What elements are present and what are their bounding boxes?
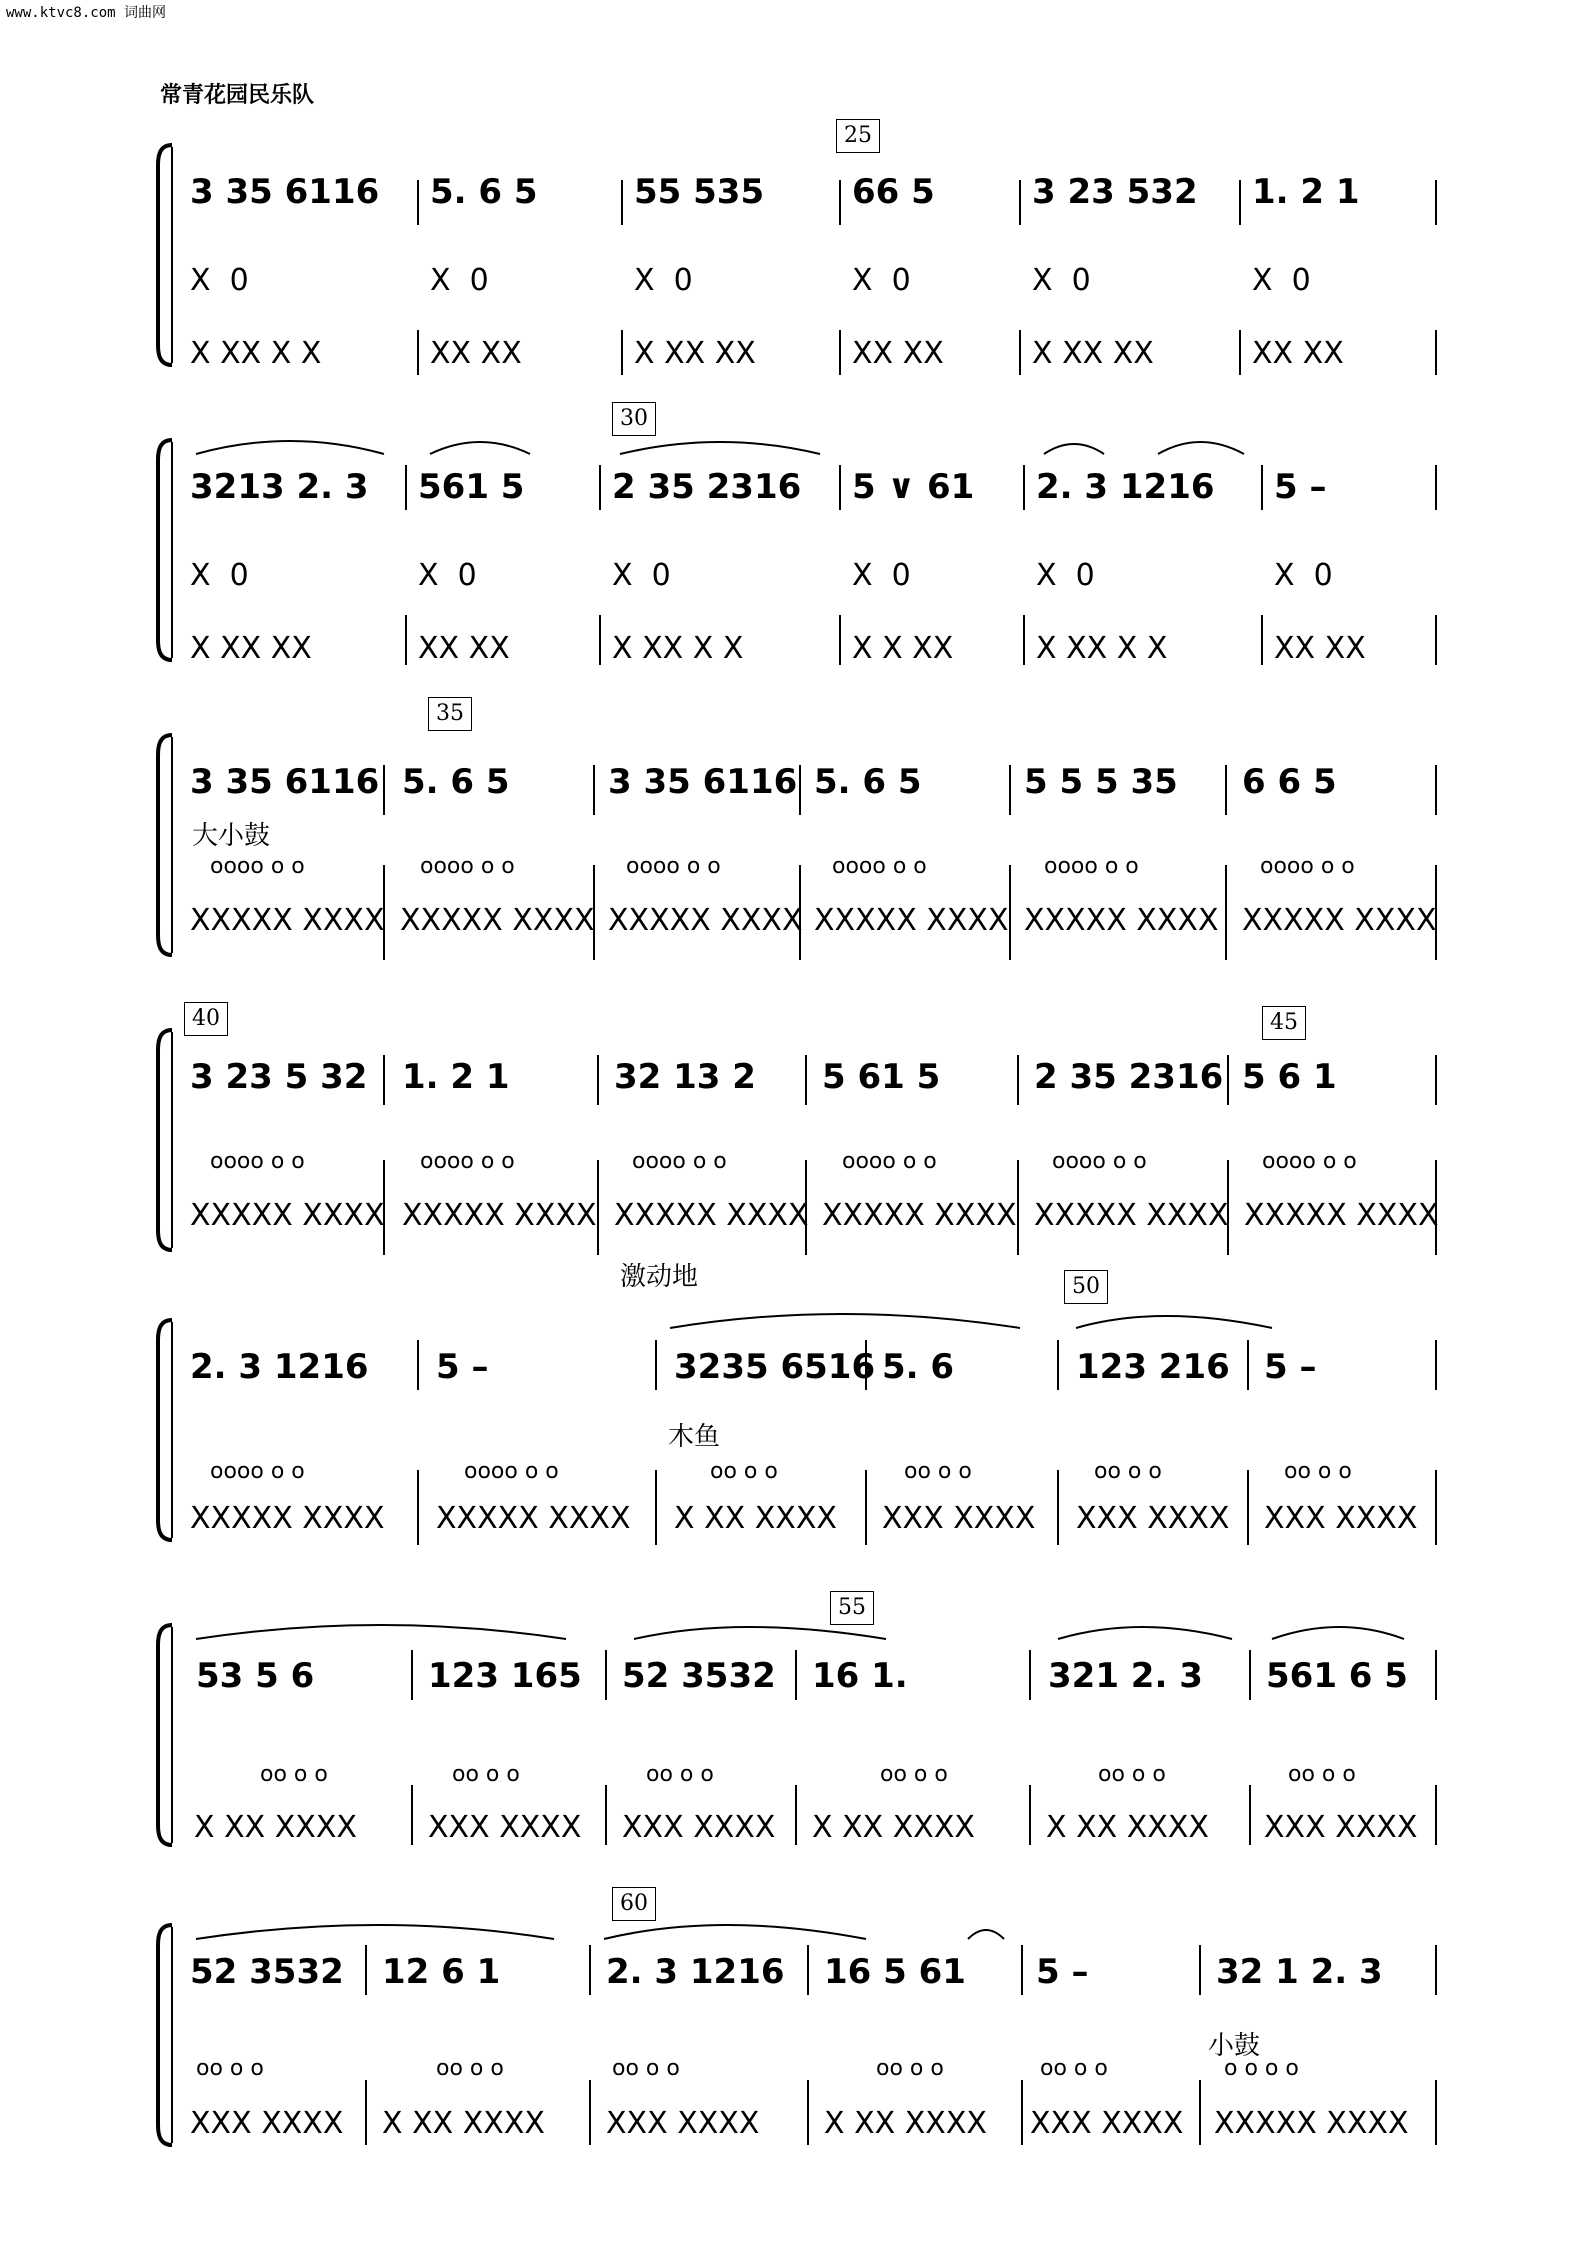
expression-mark: 激动地 xyxy=(620,1262,699,1292)
melody-bar: 12 6 1 xyxy=(382,1952,501,1992)
upper-percussion-bar: oo o o xyxy=(612,2056,680,2081)
melody-bar: 5 6 1 xyxy=(1242,1057,1337,1097)
lower-percussion-bar: XXX XXXX xyxy=(882,1501,1036,1536)
upper-percussion-bar: X 0 xyxy=(1032,263,1091,298)
measure-number: 50 xyxy=(1064,1270,1108,1304)
melody-bar: 5 61 5 xyxy=(822,1057,941,1097)
measure-number: 30 xyxy=(612,402,656,436)
measure-number: 25 xyxy=(836,119,880,153)
melody-bar: 2. 3 1216 xyxy=(606,1952,785,1992)
upper-percussion-bar: oooo o o xyxy=(632,1149,727,1174)
system-3 xyxy=(0,701,1586,975)
melody-bar: 32 13 2 xyxy=(614,1057,756,1097)
lower-percussion-bar: XXXXX XXXX xyxy=(608,903,803,938)
melody-bar: 321 2. 3 xyxy=(1048,1656,1203,1696)
lower-percussion-bar: XXX XXXX xyxy=(190,2106,344,2141)
upper-percussion-bar: oo o o xyxy=(646,1762,714,1787)
measure-number: 60 xyxy=(612,1887,656,1921)
melody-bar: 5 – xyxy=(1264,1347,1317,1387)
lower-percussion-bar: X XX X X xyxy=(1036,631,1168,666)
lower-percussion-bar: XXX XXXX xyxy=(428,1810,582,1845)
instrument-label: 小鼓 xyxy=(1208,2031,1261,2061)
melody-bar: 2. 3 1216 xyxy=(1036,467,1215,507)
melody-bar: 5. 6 5 xyxy=(430,172,538,212)
melody-bar: 66 5 xyxy=(852,172,935,212)
melody-bar: 3213 2. 3 xyxy=(190,467,369,507)
lower-percussion-bar: XXX XXXX xyxy=(1030,2106,1184,2141)
lower-percussion-bar: X XX X X xyxy=(190,336,322,371)
melody-bar: 5. 6 5 xyxy=(814,762,922,802)
lower-percussion-bar: X XX XXXX xyxy=(382,2106,545,2141)
system-2 xyxy=(0,406,1586,680)
upper-percussion-bar: X 0 xyxy=(190,558,249,593)
band-name: 常青花园民乐队 xyxy=(160,82,315,108)
watermark: www.ktvc8.com 词曲网 xyxy=(6,5,167,21)
lower-percussion-bar: XX XX xyxy=(1274,631,1366,666)
upper-percussion-bar: oo o o xyxy=(436,2056,504,2081)
upper-percussion-bar: oo o o xyxy=(452,1762,520,1787)
system-1 xyxy=(0,123,1586,385)
measure-number: 35 xyxy=(428,697,472,731)
melody-bar: 123 165 xyxy=(428,1656,582,1696)
lower-percussion-bar: X X XX xyxy=(852,631,954,666)
melody-bar: 3 23 532 xyxy=(1032,172,1198,212)
upper-percussion-bar: oo o o xyxy=(1284,1459,1352,1484)
upper-percussion-bar: oo o o xyxy=(880,1762,948,1787)
melody-bar: 52 3532 xyxy=(622,1656,776,1696)
melody-bar: 5 – xyxy=(436,1347,489,1387)
system-4-staff-lines xyxy=(0,1020,1586,1270)
lower-percussion-bar: XXX XXXX xyxy=(622,1810,776,1845)
lower-percussion-bar: XXX XXXX xyxy=(1264,1501,1418,1536)
upper-percussion-bar: oooo o o xyxy=(1044,854,1139,879)
upper-percussion-bar: oo o o xyxy=(1288,1762,1356,1787)
melody-bar: 52 3532 xyxy=(190,1952,344,1992)
upper-percussion-bar: oooo o o xyxy=(210,1149,305,1174)
lower-percussion-bar: X XX XX xyxy=(1032,336,1154,371)
lower-percussion-bar: X XX XXXX xyxy=(824,2106,987,2141)
upper-percussion-bar: X 0 xyxy=(852,263,911,298)
melody-bar: 3 35 6116 xyxy=(190,762,380,802)
lower-percussion-bar: XX XX xyxy=(1252,336,1344,371)
lower-percussion-bar: X XX XXXX xyxy=(194,1810,357,1845)
lower-percussion-bar: XXXXX XXXX xyxy=(190,1198,385,1233)
lower-percussion-bar: X XX XX xyxy=(634,336,756,371)
instrument-label: 木鱼 xyxy=(668,1422,721,1452)
system-2-staff-lines xyxy=(0,430,1586,680)
melody-bar: 6 6 5 xyxy=(1242,762,1337,802)
lower-percussion-bar: XXXXX XXXX xyxy=(190,903,385,938)
upper-percussion-bar: oooo o o xyxy=(210,1459,305,1484)
upper-percussion-bar: oo o o xyxy=(1094,1459,1162,1484)
upper-percussion-bar: oooo o o xyxy=(420,854,515,879)
upper-percussion-bar: oooo o o xyxy=(1052,1149,1147,1174)
upper-percussion-bar: X 0 xyxy=(852,558,911,593)
lower-percussion-bar: XXX XXXX xyxy=(606,2106,760,2141)
upper-percussion-bar: X 0 xyxy=(634,263,693,298)
upper-percussion-bar: oooo o o xyxy=(464,1459,559,1484)
upper-percussion-bar: o o o o xyxy=(1224,2056,1299,2081)
lower-percussion-bar: XXX XXXX xyxy=(1264,1810,1418,1845)
upper-percussion-bar: oooo o o xyxy=(626,854,721,879)
upper-percussion-bar: X 0 xyxy=(418,558,477,593)
lower-percussion-bar: XXXXX XXXX xyxy=(614,1198,809,1233)
lower-percussion-bar: XXXXX XXXX xyxy=(400,903,595,938)
system-1-staff-lines xyxy=(0,135,1586,385)
system-7 xyxy=(0,1891,1586,2165)
melody-bar: 5. 6 xyxy=(882,1347,955,1387)
upper-percussion-bar: oo o o xyxy=(1098,1762,1166,1787)
lower-percussion-bar: X XX XXXX xyxy=(812,1810,975,1845)
melody-bar: 53 5 6 xyxy=(196,1656,315,1696)
upper-percussion-bar: oooo o o xyxy=(832,854,927,879)
upper-percussion-bar: oooo o o xyxy=(842,1149,937,1174)
measure-number: 45 xyxy=(1262,1006,1306,1040)
lower-percussion-bar: XXX XXXX xyxy=(1076,1501,1230,1536)
upper-percussion-bar: oo o o xyxy=(904,1459,972,1484)
lower-percussion-bar: XX XX xyxy=(852,336,944,371)
lower-percussion-bar: XXXXX XXXX xyxy=(190,1501,385,1536)
lower-percussion-bar: XXXXX XXXX xyxy=(814,903,1009,938)
measure-number: 55 xyxy=(830,1591,874,1625)
melody-bar: 123 216 xyxy=(1076,1347,1230,1387)
melody-bar: 561 5 xyxy=(418,467,525,507)
lower-percussion-bar: XXXXX XXXX xyxy=(1214,2106,1409,2141)
melody-bar: 5. 6 5 xyxy=(402,762,510,802)
melody-bar: 2 35 2316 xyxy=(1034,1057,1224,1097)
melody-bar: 32 1 2. 3 xyxy=(1216,1952,1383,1992)
upper-percussion-bar: oo o o xyxy=(196,2056,264,2081)
melody-bar: 3 23 5 32 xyxy=(190,1057,368,1097)
upper-percussion-bar: oo o o xyxy=(876,2056,944,2081)
melody-bar: 5 ∨ 61 xyxy=(852,467,975,507)
lower-percussion-bar: XXXXX XXXX xyxy=(1242,903,1437,938)
upper-percussion-bar: oo o o xyxy=(710,1459,778,1484)
melody-bar: 5 – xyxy=(1036,1952,1089,1992)
upper-percussion-bar: oooo o o xyxy=(1262,1149,1357,1174)
melody-bar: 3 35 6116 xyxy=(608,762,798,802)
lower-percussion-bar: XXXXX XXXX xyxy=(402,1198,597,1233)
melody-bar: 2 35 2316 xyxy=(612,467,802,507)
lower-percussion-bar: X XX XXXX xyxy=(1046,1810,1209,1845)
instrument-label: 大小鼓 xyxy=(192,821,271,851)
system-5-staff-lines xyxy=(0,1310,1586,1560)
melody-bar: 1. 2 1 xyxy=(402,1057,510,1097)
lower-percussion-bar: XXXXX XXXX xyxy=(1024,903,1219,938)
upper-percussion-bar: oo o o xyxy=(260,1762,328,1787)
system-5 xyxy=(0,1262,1586,1560)
melody-bar: 5 5 5 35 xyxy=(1024,762,1178,802)
measure-number: 40 xyxy=(184,1002,228,1036)
melody-bar: 16 1. xyxy=(812,1656,908,1696)
lower-percussion-bar: XXXXX XXXX xyxy=(436,1501,631,1536)
melody-bar: 3 35 6116 xyxy=(190,172,380,212)
lower-percussion-bar: XX XX xyxy=(418,631,510,666)
lower-percussion-bar: X XX XXXX xyxy=(674,1501,837,1536)
upper-percussion-bar: oooo o o xyxy=(420,1149,515,1174)
upper-percussion-bar: X 0 xyxy=(190,263,249,298)
lower-percussion-bar: XX XX xyxy=(430,336,522,371)
upper-percussion-bar: X 0 xyxy=(612,558,671,593)
melody-bar: 55 535 xyxy=(634,172,765,212)
melody-bar: 16 5 61 xyxy=(824,1952,966,1992)
upper-percussion-bar: oooo o o xyxy=(210,854,305,879)
melody-bar: 5 – xyxy=(1274,467,1327,507)
lower-percussion-bar: XXXXX XXXX xyxy=(1244,1198,1439,1233)
system-7-staff-lines xyxy=(0,1915,1586,2165)
upper-percussion-bar: oooo o o xyxy=(1260,854,1355,879)
lower-percussion-bar: X XX XX xyxy=(190,631,312,666)
melody-bar: 3235 6516 xyxy=(674,1347,876,1387)
upper-percussion-bar: X 0 xyxy=(1036,558,1095,593)
upper-percussion-bar: X 0 xyxy=(1252,263,1311,298)
system-6 xyxy=(0,1595,1586,1865)
lower-percussion-bar: XXXXX XXXX xyxy=(1034,1198,1229,1233)
lower-percussion-bar: X XX X X xyxy=(612,631,744,666)
system-6-staff-lines xyxy=(0,1615,1586,1865)
lower-percussion-bar: XXXXX XXXX xyxy=(822,1198,1017,1233)
system-4 xyxy=(0,1006,1586,1270)
upper-percussion-bar: X 0 xyxy=(430,263,489,298)
melody-bar: 1. 2 1 xyxy=(1252,172,1360,212)
upper-percussion-bar: oo o o xyxy=(1040,2056,1108,2081)
melody-bar: 561 6 5 xyxy=(1266,1656,1408,1696)
melody-bar: 2. 3 1216 xyxy=(190,1347,369,1387)
upper-percussion-bar: X 0 xyxy=(1274,558,1333,593)
